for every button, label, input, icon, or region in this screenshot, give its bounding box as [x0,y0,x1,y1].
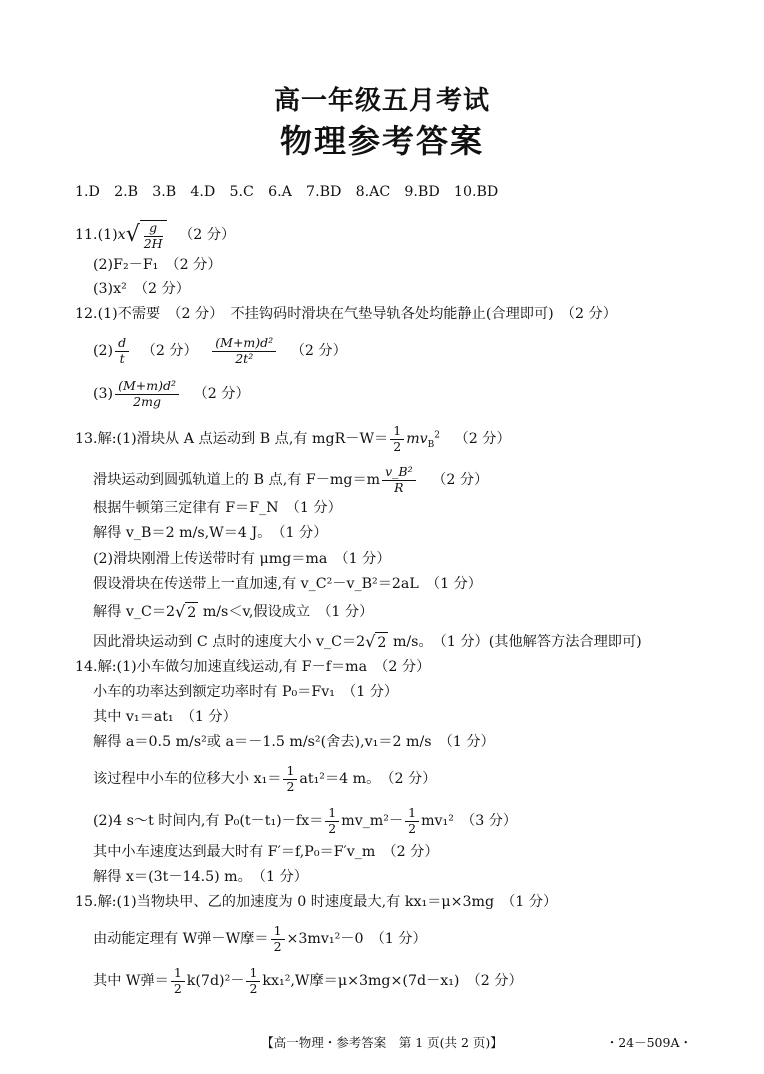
q13-line6: 假设滑块在传送带上一直加速,有 v_C²－v_B²＝2aL （1 分） [93,576,482,592]
q13-line5: (2)滑块刚滑上传送带时有 μmg＝ma （1 分） [93,551,391,567]
exam-title: 高一年级五月考试 [273,86,490,116]
q15-frac1: $\frac{1}{2}$ [271,925,285,953]
q12-frac1: $\frac{d}{t}$ [115,337,129,365]
q15-line1: 15.解:(1)当物块甲、乙的加速度为 0 时速度最大,有 kx₁＝μ×3mg （1 分） [75,894,558,910]
q13-line1: 13.解:(1)滑块从 A 点运动到 B 点,有 mgR－W＝ $\frac{1}{2}$ $mv_B^2$ （2 分） [75,423,511,454]
q14-line2: 小车的功率达到额定功率时有 P₀＝Fv₁ （1 分） [93,684,399,700]
q14-line1: 14.解:(1)小车做匀加速直线运动,有 F－f＝ma （2 分） [75,659,431,675]
q12-part2: (2) $\frac{d}{t}$ （2 分） $\frac{\text{(M+m)d²}}{\text{2t²}}$ （2 分） [93,335,347,366]
q11-score1: （2 分） [179,227,236,243]
q14-frac2: $\frac{1}{2}$ [325,807,339,835]
q14-line6: (2)4 s～t 时间内,有 P₀(t－t₁)－fx＝ $\frac{1}{2}$ mv_m²－ $\frac{1}{2}$ mv₁² （3 分） [93,805,518,836]
q11-frac: $\frac{g}{2H}$ [143,220,163,251]
mc-answers: 1.D 2.B 3.B 4.D 5.C 6.A 7.BD 8.AC 9.BD 10.BD [75,184,499,200]
q11-part2: (2)F₂－F₁ （2 分） [93,257,222,273]
q11-sqrt: √ $\frac{g}{2H}$ [126,220,167,250]
q14-line8: 解得 x＝(3t－14.5) m。 （1 分） [93,869,308,885]
q12-part1: 12.(1)不需要 （2 分） 不挂钩码时滑块在气垫导轨各处均能静止(合理即可) （2 分） [75,306,617,322]
q14-line5: 该过程中小车的位移大小 x₁＝ $\frac{1}{2}$ at₁²＝4 m。 （2 分） [93,763,437,794]
q13-line7: 解得 v_C＝2√ 2 m/s＜v,假设成立 （1 分） [93,602,374,621]
q13-frac1: $\frac{1}{2}$ [390,425,404,453]
footer-page-info: 【高一物理・参考答案 第 1 页(共 2 页)】 [261,1035,503,1050]
q14-line3: 其中 v₁＝at₁ （1 分） [93,709,237,725]
q11-var: x [117,227,126,243]
q12-frac2: $\frac{\text{(M+m)d²}}{\text{2t²}}$ [212,337,276,365]
q13-frac2: $\frac{\text{v\_B²}}{R}$ [382,466,416,494]
q14-frac3: $\frac{1}{2}$ [405,807,419,835]
q13-line2: 滑块运动到圆弧轨道上的 B 点,有 F－mg＝m $\frac{\text{v\_B²}}{R}$ （2 分） [93,464,489,495]
answer-title: 物理参考答案 [279,122,484,160]
q11-part1 [75,220,235,250]
q13-line4: 解得 v_B＝2 m/s,W＝4 J。 （1 分） [93,525,328,541]
q12-part3: (3) $\frac{\text{(M+m)d²}}{2mg}$ （2 分） [93,378,250,409]
q14-line7: 其中小车速度达到最大时有 F′＝f,P₀＝F′v_m （2 分） [93,844,439,860]
q14-line4: 解得 a＝0.5 m/s²或 a＝－1.5 m/s²(舍去),v₁＝2 m/s （1 分） [93,734,495,750]
q15-line2: 由动能定理有 W弹－W摩＝ $\frac{1}{2}$ ×3mv₁²－0 （1 分） [93,923,427,954]
q11-prefix: 11.(1) [75,227,118,243]
q15-line3: 其中 W弹＝ $\frac{1}{2}$ k(7d)²－ $\frac{1}{2}$ kx₁²,W摩＝μ×3mg×(7d－x₁) （2 分） [93,965,523,996]
q14-frac1: $\frac{1}{2}$ [283,765,297,793]
q13-line3: 根据牛顿第三定律有 F＝F_N （1 分） [93,500,342,516]
q13-line8: 因此滑块运动到 C 点时的速度大小 v_C＝2√ 2 m/s。 （1 分）(其他解答方法合理即可) [93,632,642,651]
q12-frac3: $\frac{\text{(M+m)d²}}{2mg}$ [115,380,179,408]
q15-frac3: $\frac{1}{2}$ [246,967,260,995]
q11-part3: (3)x² （2 分） [93,281,190,297]
footer-code: ・24－509A・ [605,1035,692,1050]
q15-frac2: $\frac{1}{2}$ [171,967,185,995]
